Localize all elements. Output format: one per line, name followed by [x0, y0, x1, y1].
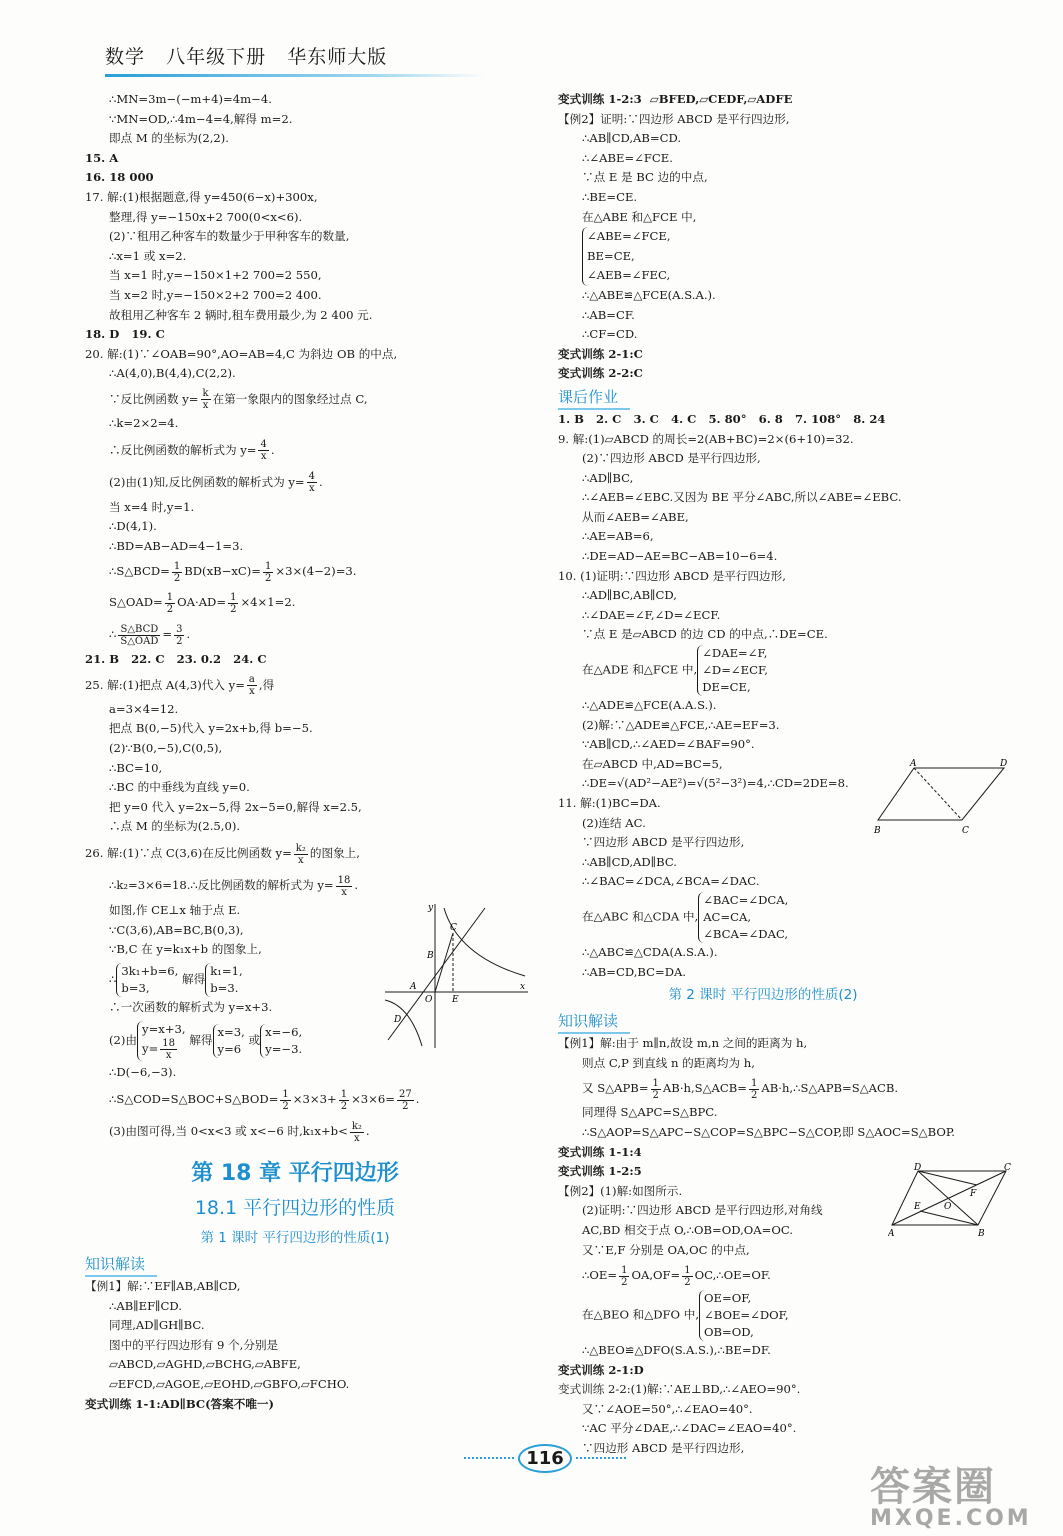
answer-line: 21. B 22. C 23. 0.2 24. C — [85, 652, 267, 667]
text-line: ∴DE=√(AD²−AE²)=√(5²−3²)=4,∴CD=2DE=8. — [582, 776, 849, 791]
text: y= — [142, 1041, 159, 1056]
answer-line: 18. D 19. C — [85, 327, 165, 342]
formula-line — [558, 1073, 968, 1103]
text: S△OAD= — [109, 595, 163, 610]
fraction — [280, 1089, 290, 1112]
fraction — [307, 471, 317, 494]
text: ,得 — [258, 677, 275, 692]
hyperbola-branch-2 — [385, 1000, 422, 1046]
equation: BE=CE, — [587, 248, 635, 263]
text-line: ∴△ADE≌△FCE(A.A.S.). — [582, 698, 717, 713]
watermark — [870, 1455, 1050, 1530]
text-line: ∴∠DAE=∠F,∠D=∠ECF. — [582, 607, 721, 622]
equation-system — [698, 892, 788, 943]
label-b: B — [874, 826, 881, 836]
text-line: 即点 M 的坐标为(2,2). — [109, 131, 229, 146]
formula-line: ∴k₂=3×6=18.∴反比例函数的解析式为 y= $\frac{18}{x}$ . — [109, 874, 359, 898]
formula-line — [85, 556, 505, 586]
equation-system — [137, 1021, 186, 1061]
denominator: x — [298, 854, 304, 866]
numerator: a — [248, 674, 255, 686]
text-line: ∴DE=AD−AE=BC−AB=10−6=4. — [582, 549, 778, 564]
equation: AC=CA, — [703, 909, 752, 924]
denominator: 2 — [621, 1276, 628, 1288]
equation-system-block — [558, 645, 968, 696]
text-line: 又∵∠AOE=50°,∴∠EAO=40°. — [582, 1401, 753, 1416]
text: 在△ADE 和△FCE 中, — [582, 662, 698, 677]
text: ×3×6= — [351, 1092, 395, 1106]
text-line: 变式训练 1-2:5 — [558, 1164, 642, 1179]
book-title: 数学 八年级下册 华东师大版 — [105, 46, 388, 68]
label-f: F — [970, 1189, 977, 1199]
fraction — [160, 1038, 177, 1061]
fraction — [350, 1121, 364, 1144]
numerator: 1 — [230, 591, 237, 603]
fraction — [339, 1089, 349, 1112]
fraction — [749, 1078, 759, 1101]
text-line: ∴AD∥BC,AB∥CD, — [582, 588, 677, 603]
text-line: ∴点 M 的坐标为(2.5,0). — [109, 819, 241, 834]
text-line: 从而∠AEB=∠ABE, — [582, 509, 689, 524]
formula-line: ∴ $\frac{\text{S△BCD}}{\text{S△OAD}}$ = $\frac{3}{2}$ . — [109, 623, 191, 647]
label-e: E — [914, 1202, 921, 1212]
text-line: ∵B,C 在 y=k₁x+b 的图象上, — [109, 942, 262, 957]
text-line: 【例1】解:∵EF∥AB,AB∥CD, — [85, 1279, 241, 1293]
denominator: 2 — [340, 1100, 348, 1112]
text: OA·AD= — [177, 595, 227, 610]
text-line: 如图,作 CE⊥x 轴于点 E. — [109, 903, 241, 918]
numerator: 1 — [166, 591, 174, 603]
text-line: 图中的平行四边形有 9 个,分别是 — [109, 1337, 279, 1352]
header-rule — [105, 74, 485, 77]
numerator: 1 — [621, 1264, 628, 1276]
equation-system-block — [558, 1290, 968, 1341]
text-line: ∴∠BAC=∠DCA,∠BCA=∠DAC. — [582, 874, 760, 889]
label-a: A — [888, 1229, 895, 1238]
text-line: 17. 解:(1)根据题意,得 y=450(6−x)+300x, — [85, 189, 318, 204]
numerator: 4 — [308, 471, 315, 482]
text-line: ∴AD∥BC, — [582, 470, 634, 485]
text-line: ∵四边形 ABCD 是平行四边形, — [582, 835, 745, 850]
parallelogram-figure-11 — [870, 758, 1010, 840]
formula-line — [85, 670, 505, 700]
equation: y=6 — [217, 1042, 242, 1057]
formula-line: ∴S△COD=S△BOC+S△BOD= $\frac{1}{2}$ ×3×3+ $\frac{1}{2}$ ×3×6= $\frac{27}{2}$ . — [109, 1088, 420, 1112]
text-line: 同理得 S△APC=S△BPC. — [582, 1105, 718, 1120]
text: 的图象上, — [309, 846, 360, 861]
text-line: 整理,得 y=−150x+2 700(0<x<6). — [109, 209, 303, 224]
text-line: ∵AB∥CD,∴∠AED=∠BAF=90°. — [582, 737, 755, 752]
page-header — [105, 42, 485, 82]
equation-system — [697, 645, 768, 696]
section-tag: 知识解读 — [85, 1253, 157, 1277]
text: (3)由图可得,当 0<x<3 或 x<−6 时,k₁x+b< — [109, 1124, 348, 1138]
equation: k₁=1, — [210, 963, 243, 978]
text-line: (2)证明:∵四边形 ABCD 是平行四边形,对角线 — [582, 1203, 823, 1218]
equation-system — [582, 227, 671, 286]
text: 在△BEO 和△DFO 中, — [582, 1307, 700, 1322]
answer-line: 15. A — [85, 150, 119, 165]
label-c: C — [450, 923, 457, 933]
fraction — [619, 1265, 629, 1288]
fraction — [263, 561, 273, 584]
text: 又 S△APB= — [582, 1081, 649, 1096]
label-o: O — [944, 1202, 952, 1212]
diagonal-bd — [918, 1171, 978, 1225]
text: AB·h,∴S△APB=S△ACB. — [761, 1081, 899, 1096]
text: 25. 解:(1)把点 A(4,3)代入 y= — [85, 677, 245, 692]
text-line: ∴BD=AB−AD=4−1=3. — [109, 538, 244, 553]
fraction — [228, 592, 238, 615]
text-line: 故租用乙种客车 2 辆时,租车费用最少,为 2 400 元. — [109, 307, 373, 322]
text: 或 — [248, 1033, 261, 1048]
text: ∴ — [109, 627, 117, 642]
denominator: 2 — [176, 635, 183, 647]
fraction — [651, 1078, 661, 1101]
label-c: C — [1004, 1163, 1011, 1173]
parallelogram-figure-example2 — [888, 1163, 1013, 1238]
text-line: ∴BC 的中垂线为直线 y=0. — [109, 780, 250, 795]
text-line: 则点 C,P 到直线 n 的距离均为 h, — [582, 1055, 755, 1070]
text-line: ▱ABCD,▱AGHD,▱BCHG,▱ABFE, — [109, 1357, 301, 1372]
denominator: S△OAD — [120, 635, 159, 647]
label-b: B — [427, 951, 434, 961]
line-graph — [388, 908, 485, 1040]
text-line: ∴A(4,0),B(4,4),C(2,2). — [109, 366, 236, 381]
text-line: 当 x=2 时,y=−150×2+2 700=2 400. — [109, 287, 322, 302]
fraction — [118, 624, 160, 647]
equation: y=x+3, — [142, 1022, 186, 1037]
equation: ∠BAC=∠DCA, — [703, 892, 789, 907]
equation: ∠DAE=∠F, — [702, 646, 768, 661]
numerator: 18 — [337, 874, 351, 886]
text-line: (2)解:∵△ADE≌△FCE,∴AE=EF=3. — [582, 717, 780, 732]
label-x: x — [520, 982, 526, 992]
label-o: O — [425, 995, 433, 1005]
section-tag: 课后作业 — [558, 386, 630, 410]
text-line: AC,BD 相交于点 O,∴OB=OD,OA=OC. — [582, 1222, 794, 1237]
section-title: 18.1 平行四边形的性质 — [194, 1197, 396, 1219]
numerator: S△BCD — [118, 624, 160, 636]
text-line: 9. 解:(1)▱ABCD 的周长=2(AB+BC)=2×(6+10)=32. — [558, 431, 854, 446]
chapter-title: 第 18 章 平行四边形 — [191, 1161, 399, 1186]
text-line: 【例2】证明:∵四边形 ABCD 是平行四边形, — [558, 111, 790, 126]
text: OC,∴OE=OF. — [694, 1268, 771, 1283]
numerator: 4 — [260, 439, 267, 450]
fraction — [336, 875, 353, 898]
text: ∴ — [109, 971, 117, 986]
page-number-area — [460, 1440, 630, 1476]
text-line: ∵AC 平分∠DAE,∴∠DAC=∠EAO=40°. — [582, 1421, 797, 1436]
equation-system-block — [558, 227, 968, 286]
equation: ∠D=∠ECF, — [702, 663, 768, 678]
equation: ∠AEB=∠FEC, — [587, 268, 671, 283]
text-line: ∴AB∥CD,AD∥BC. — [582, 854, 677, 869]
label-d: D — [914, 1163, 922, 1173]
text-line: 10. (1)证明:∵四边形 ABCD 是平行四边形, — [558, 568, 786, 583]
numerator: 1 — [282, 1088, 289, 1100]
text-line: 变式训练 2-2:(1)解:∵AE⊥BD,∴∠AEO=90°. — [558, 1382, 801, 1397]
formula-line: (2)由(1)知,反比例函数的解析式为 y= $\frac{4}{x}$ . — [109, 471, 323, 494]
text: 解得 — [189, 1033, 213, 1048]
equation-system — [205, 963, 242, 997]
text-line: ∵C(3,6),AB=BC,B(0,3), — [109, 922, 244, 937]
text-line: ∴AB=CD,BC=DA. — [582, 964, 687, 979]
segment-oc — [435, 933, 453, 992]
formula-line — [85, 837, 505, 869]
fraction — [165, 592, 175, 615]
text: (2)由(1)知,反比例函数的解析式为 y= — [109, 474, 305, 489]
answer-line: 16. 18 000 — [85, 170, 154, 185]
label-a: A — [910, 759, 917, 769]
text: ×3×(4−2)=3. — [275, 564, 357, 579]
numerator: 1 — [173, 560, 181, 572]
formula-line — [558, 1260, 968, 1290]
text-line: 在▱ABCD 中,AD=BC=5, — [582, 756, 723, 771]
text: OA,OF= — [631, 1268, 681, 1283]
text: ∴OE= — [582, 1268, 618, 1283]
equation: DE=CE, — [702, 680, 751, 695]
hyperbola-branch-1 — [444, 908, 525, 976]
parallelogram-abcd — [878, 768, 1004, 820]
text-line: ∴AB=CF. — [582, 307, 635, 322]
text: 在第一象限内的图象经过点 C, — [212, 391, 368, 406]
formula-line — [85, 586, 505, 618]
numerator: 3 — [176, 623, 183, 635]
text-line: ∴BE=CE. — [582, 189, 638, 204]
label-a: A — [410, 982, 417, 992]
text-line: (2)∵租用乙种客车的数量少于甲种客车的数量, — [109, 229, 350, 244]
lesson-title: 第 1 课时 平行四边形的性质(1) — [200, 1230, 390, 1246]
text-line: ∴k=2×2=4. — [109, 415, 179, 430]
text-line: 变式训练 2-2:C — [558, 366, 643, 381]
equation-system-block — [558, 892, 968, 943]
text-line: ∴x=1 或 x=2. — [109, 248, 187, 263]
denominator: x — [202, 400, 209, 412]
fraction — [294, 843, 308, 866]
numerator: 18 — [162, 1038, 176, 1050]
denominator: x — [249, 686, 255, 698]
text: 26. 解:(1)∵点 C(3,6)在反比例函数 y= — [85, 846, 292, 861]
text: 解得 — [182, 971, 206, 986]
text-line: (2)∵四边形 ABCD 是平行四边形, — [582, 451, 761, 466]
fraction — [172, 561, 182, 584]
section-tag: 知识解读 — [558, 1010, 630, 1034]
denominator: x — [308, 483, 315, 494]
numerator: 1 — [652, 1077, 659, 1089]
formula-line: (3)由图可得,当 0<x<3 或 x<−6 时,k₁x+b< $\frac{\text{k₂}}{x}$ . — [109, 1120, 370, 1144]
text-line: ∴△ABE≌△FCE(A.S.A.). — [582, 287, 716, 302]
equation: 3k₁+b=6, — [121, 963, 179, 978]
lesson-title: 第 2 课时 平行四边形的性质(2) — [668, 987, 858, 1004]
segment-be — [920, 1211, 978, 1225]
equation: ∠BOE=∠DOF, — [704, 1308, 789, 1323]
equation: x=−6, — [265, 1025, 303, 1040]
text-line: 当 x=1 时,y=−150×1+2 700=2 550, — [109, 268, 322, 283]
numerator: 27 — [398, 1088, 412, 1100]
label-d: D — [1000, 759, 1008, 769]
equation — [142, 1038, 186, 1061]
text: ∴k₂=3×6=18.∴反比例函数的解析式为 y= — [109, 878, 334, 893]
text-line: (2)∵B(0,−5),C(0,5), — [109, 741, 223, 756]
denominator: 2 — [265, 572, 272, 584]
graph-figure-26 — [380, 900, 530, 1050]
text: 在△ABC 和△CDA 中, — [582, 909, 699, 924]
equation: ∠BCA=∠DAC, — [703, 926, 789, 941]
equation: b=3, — [121, 980, 150, 995]
text: BD(xB−xC)= — [184, 564, 261, 579]
numerator: k₂ — [295, 842, 306, 854]
denominator: 2 — [173, 572, 181, 584]
equation: OE=OF, — [704, 1291, 752, 1306]
formula-line — [85, 384, 505, 414]
text-line: 把 y=0 代入 y=2x−5,得 2x−5=0,解得 x=2.5, — [109, 799, 362, 814]
text-line: ∴D(−6,−3). — [109, 1065, 177, 1080]
text-line: ∵点 E 是 BC 边的中点, — [582, 170, 708, 185]
text-line: 11. 解:(1)BC=DA. — [558, 796, 661, 810]
dotted-rule — [576, 1457, 626, 1459]
text-line: 同理,AD∥GH∥BC. — [109, 1318, 205, 1333]
text-line: 变式训练 1-1:AD∥BC(答案不唯一) — [85, 1396, 275, 1411]
text-line: ∴MN=3m−(−m+4)=4m−4. — [109, 92, 272, 106]
fraction — [258, 439, 268, 462]
segment-df — [918, 1171, 977, 1185]
text: ∵反比例函数 y= — [109, 391, 199, 406]
text-line: ∴△ABC≌△CDA(A.S.A.). — [582, 944, 718, 959]
watermark-logo-text: 答案圈 — [870, 1464, 996, 1510]
text-line: ∴AE=AB=6, — [582, 529, 654, 544]
text-line: (2)连结 AC. — [582, 815, 646, 830]
equation-system — [116, 963, 178, 997]
equation-system — [213, 1024, 245, 1058]
denominator: x — [341, 886, 347, 898]
numerator: 1 — [340, 1088, 348, 1100]
denominator: x — [354, 1132, 360, 1144]
text-line: 【例1】解:由于 m∥n,故设 m,n 之间的距离为 h, — [558, 1036, 808, 1051]
text-line: 变式训练 2-1:C — [558, 346, 643, 361]
text-line: ∵点 E 是▱ABCD 的边 CD 的中点,∴DE=CE. — [582, 627, 828, 642]
text: ∴反比例函数的解析式为 y= — [109, 442, 257, 457]
fraction — [174, 624, 184, 647]
label-y: y — [428, 903, 434, 913]
diagonal-ac — [914, 768, 962, 820]
text-line: 变式训练 1-2:3 ▱BFED,▱CEDF,▱ADFE — [558, 92, 793, 106]
text-line: ∴∠AEB=∠EBC.又因为 BE 平分∠ABC,所以∠ABE=∠EBC. — [582, 490, 902, 505]
watermark-url: MXQE.COM — [870, 1506, 1032, 1531]
text-line: ∴S△AOP=S△APC−S△COP=S△BPC−S△COP,即 S△AOC=S△BOP. — [582, 1124, 955, 1139]
text-line: ∵四边形 ABCD 是平行四边形, — [582, 1441, 745, 1456]
text: = — [162, 627, 173, 642]
text: ×4×1=2. — [240, 595, 296, 610]
label-c: C — [962, 826, 969, 836]
text-line: 把点 B(0,−5)代入 y=2x+b,得 b=−5. — [109, 721, 313, 736]
text-line: 20. 解:(1)∵∠OAB=90°,AO=AB=4,C 为斜边 OB 的中点, — [85, 346, 398, 361]
text: ∴S△COD=S△BOC+S△BOD= — [109, 1092, 279, 1106]
denominator: 2 — [402, 1100, 409, 1112]
equation: x=3, — [217, 1025, 245, 1040]
fraction — [397, 1089, 414, 1112]
denominator: 2 — [230, 603, 237, 615]
formula-line: ∴反比例函数的解析式为 y= $\frac{4}{x}$ . — [109, 439, 275, 462]
fraction — [682, 1265, 692, 1288]
diagonal-ac — [892, 1171, 1006, 1225]
text-line: 当 x=4 时,y=1. — [109, 499, 195, 514]
text-line: 又∵E,F 分别是 OA,OC 的中点, — [582, 1242, 750, 1257]
equation-system — [260, 1024, 302, 1058]
denominator: 2 — [751, 1089, 758, 1101]
denominator: 2 — [652, 1089, 659, 1101]
text-line: ∴一次函数的解析式为 y=x+3. — [109, 999, 273, 1014]
text: AB·h,S△ACB= — [662, 1081, 747, 1096]
numerator: 1 — [265, 560, 272, 572]
left-column — [85, 90, 505, 1414]
text-line: ∴CF=CD. — [582, 327, 638, 342]
equation: y=−3. — [265, 1042, 303, 1057]
numerator: 1 — [751, 1077, 758, 1089]
text-line: a=3×4=12. — [109, 701, 179, 716]
text-line: ∴∠ABE=∠FCE. — [582, 150, 673, 165]
equation: ∠ABE=∠FCE, — [587, 229, 671, 244]
label-d: D — [394, 1015, 402, 1025]
denominator: 2 — [684, 1276, 691, 1288]
text-line: ∵MN=OD,∴4m−4=4,解得 m=2. — [109, 111, 293, 126]
text-line: 【例2】(1)解:如图所示. — [558, 1183, 683, 1198]
text: ×3×3+ — [292, 1092, 337, 1106]
page-number: 116 — [518, 1444, 572, 1473]
answer-line: 1. B 2. C 3. C 4. C 5. 80° 6. 8 7. 108° 8. 24 — [558, 411, 886, 426]
fraction — [201, 388, 211, 411]
text: (2)由 — [109, 1033, 138, 1048]
label-e: E — [452, 995, 459, 1005]
fraction — [247, 674, 257, 697]
text-line: 变式训练 2-1:D — [558, 1362, 644, 1377]
text-line: ∴AB∥CD,AB=CD. — [582, 131, 682, 146]
numerator: 1 — [684, 1264, 691, 1276]
text-line: ∴BC=10, — [109, 760, 163, 775]
text-line: ∴△BEO≌△DFO(S.A.S.),∴BE=DF. — [582, 1343, 771, 1358]
dotted-rule — [464, 1457, 514, 1459]
equation: b=3. — [210, 980, 239, 995]
denominator: 2 — [282, 1100, 289, 1112]
denominator: x — [165, 1050, 172, 1062]
denominator: x — [260, 451, 267, 462]
numerator: k — [202, 388, 209, 400]
denominator: 2 — [166, 603, 174, 615]
text-line: ∴AB∥EF∥CD. — [109, 1298, 182, 1313]
numerator: k₂ — [351, 1120, 362, 1132]
equation-system — [699, 1290, 789, 1341]
text-line: ▱EFCD,▱AGOE,▱EOHD,▱GBFO,▱FCHO. — [109, 1376, 350, 1391]
text-line: 在△ABE 和△FCE 中, — [582, 209, 697, 224]
equation: OB=OD, — [704, 1325, 754, 1340]
text: ∴S△BCD= — [109, 564, 170, 579]
label-b: B — [978, 1229, 985, 1238]
text-line: ∴D(4,1). — [109, 519, 157, 534]
text-line: 变式训练 1-1:4 — [558, 1144, 642, 1159]
